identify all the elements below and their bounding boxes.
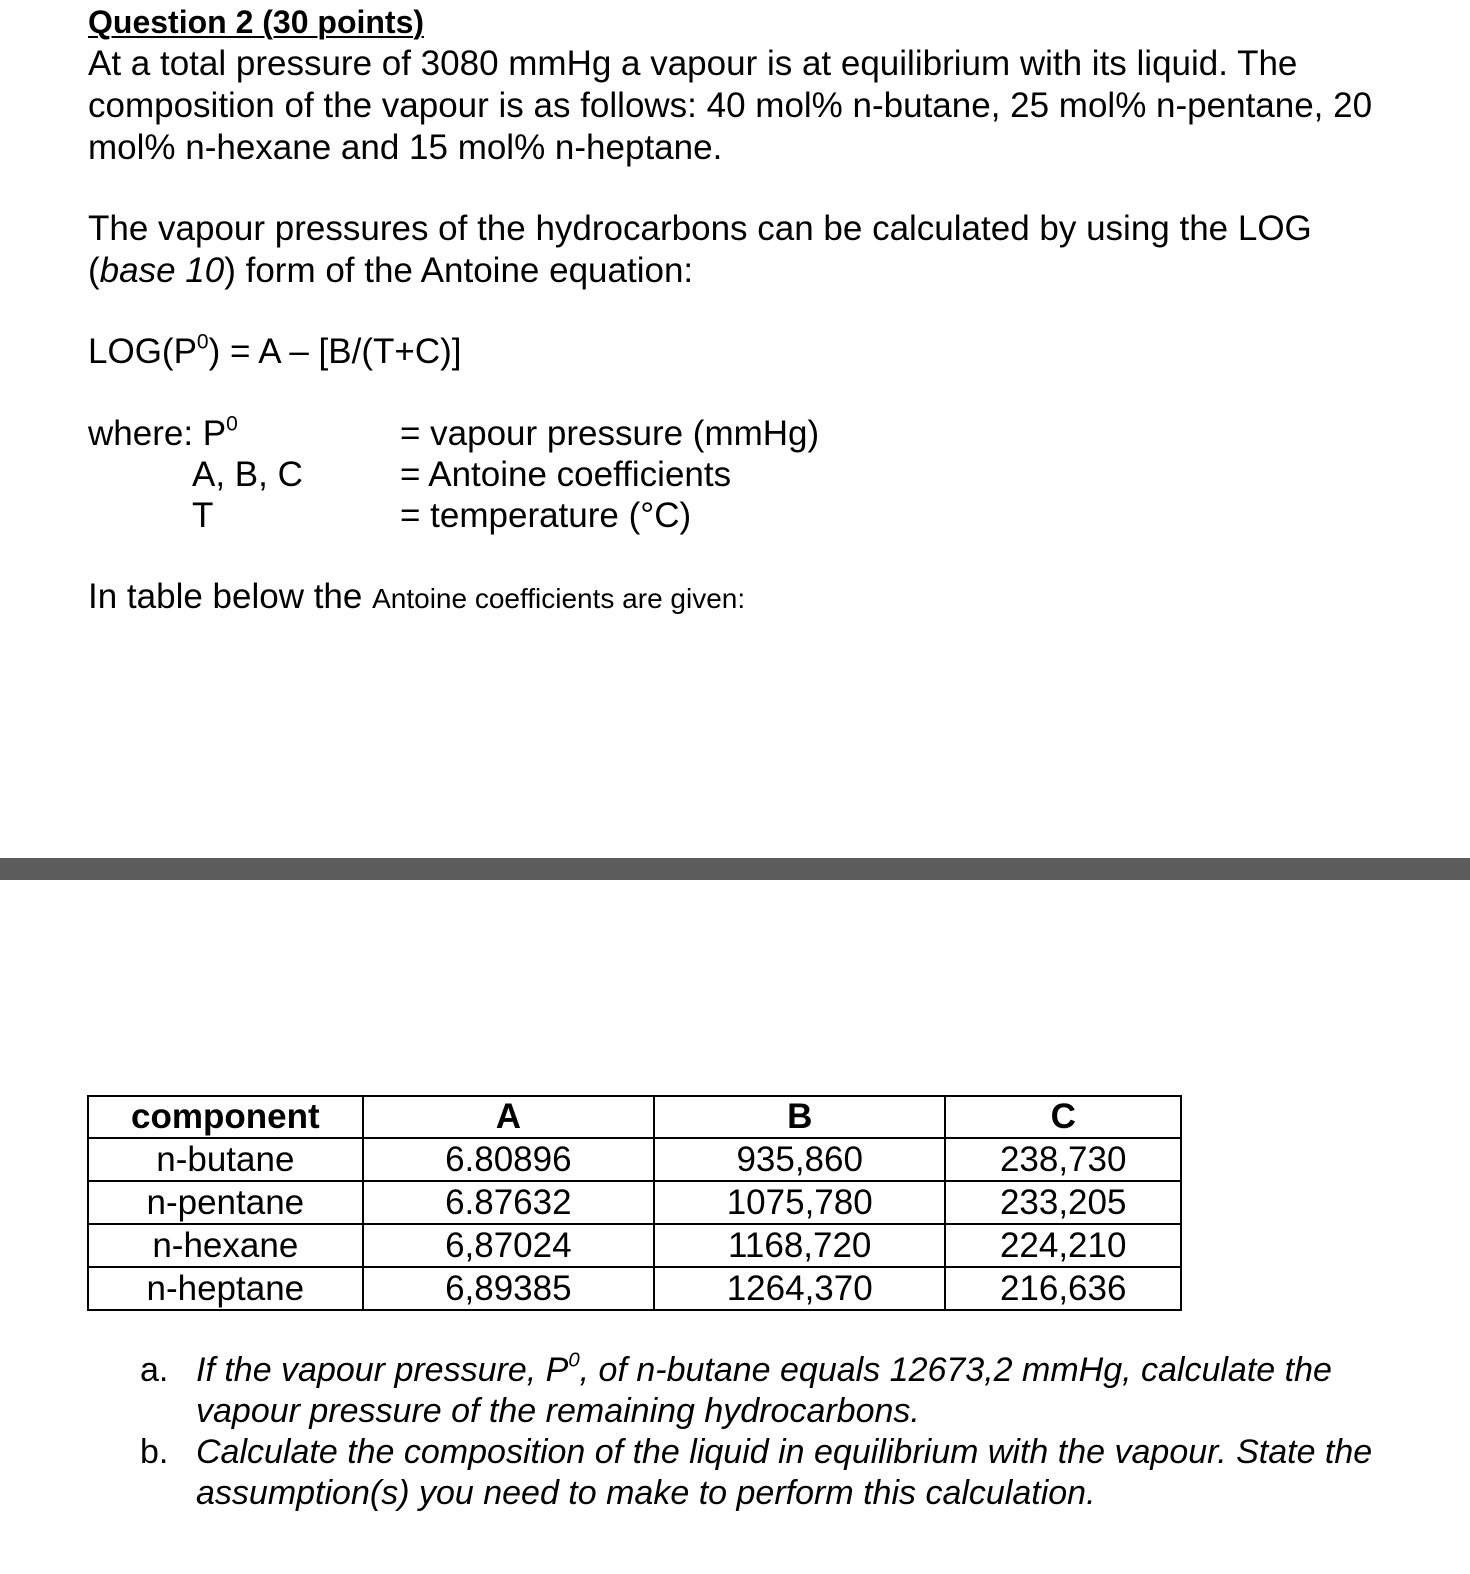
antoine-intro-base: base 10 <box>99 251 225 290</box>
header-b: B <box>654 1096 945 1138</box>
cell-b: 1075,780 <box>654 1181 945 1224</box>
header-component: component <box>88 1096 363 1138</box>
symbol-t: T <box>192 496 214 535</box>
cell-a: 6,87024 <box>363 1224 654 1267</box>
table-row <box>88 1224 1181 1267</box>
cell-c: 238,730 <box>945 1138 1181 1181</box>
cell-component: n-pentane <box>88 1181 363 1224</box>
cell-c: 216,636 <box>945 1267 1181 1310</box>
antoine-equation <box>88 332 461 372</box>
task-a-before: If the vapour pressure, P <box>196 1351 569 1389</box>
cell-a: 6,89385 <box>363 1267 654 1310</box>
cell-b: 935,860 <box>654 1138 945 1181</box>
table-intro <box>88 577 745 617</box>
task-a-sup: 0 <box>568 1349 580 1372</box>
antoine-intro-before: The vapour pressures of the hydrocarbons can be calculated by using the LOG ( <box>88 209 1312 290</box>
intro-paragraph: At a total pressure of 3080 mmHg a vapour is at equilibrium with its liquid. The composition of the vapour is as follows: 40 mol% n-butane, 25 mol% n-pentane, 20 mol% n-hexane and 15 mol% n-heptane. <box>88 44 1373 167</box>
cell-a: 6.87632 <box>363 1181 654 1224</box>
definition-p0: = vapour pressure (mmHg) <box>400 414 820 453</box>
symbol-abc: A, B, C <box>192 455 303 494</box>
task-a <box>140 1350 1400 1432</box>
equation-right: ) = A – [B/(T+C)] <box>208 332 462 371</box>
antoine-intro-paragraph <box>88 208 1388 292</box>
definition-abc: = Antoine coefficients <box>400 455 732 494</box>
where-sup: 0 <box>226 412 238 436</box>
question-title: Question 2 (30 points) <box>88 4 425 40</box>
page-divider <box>0 858 1470 880</box>
table-intro-large: In table below the <box>88 577 373 616</box>
cell-a: 6.80896 <box>363 1138 654 1181</box>
where-label <box>88 413 238 454</box>
cell-component: n-butane <box>88 1138 363 1181</box>
task-b <box>140 1432 1400 1514</box>
table-header-row <box>88 1096 1181 1138</box>
task-b-letter: b. <box>140 1433 169 1471</box>
cell-c: 233,205 <box>945 1181 1181 1224</box>
task-a-text <box>196 1350 1400 1432</box>
table-intro-small: Antoine coefficients are given: <box>372 583 746 614</box>
cell-b: 1168,720 <box>654 1224 945 1267</box>
cell-b: 1264,370 <box>654 1267 945 1310</box>
header-c: C <box>945 1096 1181 1138</box>
equation-left: LOG(P <box>88 332 197 371</box>
cell-component: n-heptane <box>88 1267 363 1310</box>
cell-component: n-hexane <box>88 1224 363 1267</box>
task-a-letter: a. <box>140 1351 169 1389</box>
equation-sup: 0 <box>196 330 209 354</box>
table-row <box>88 1267 1181 1310</box>
task-b-text: Calculate the composition of the liquid in equilibrium with the vapour. State the assumption(s) you need to make to perform this calculation. <box>196 1433 1373 1512</box>
where-text: where: P <box>88 414 227 453</box>
antoine-intro-after: ) form of the Antoine equation: <box>224 251 694 290</box>
table-row <box>88 1138 1181 1181</box>
definition-t: = temperature (°C) <box>400 496 692 535</box>
task-a-after: , of n-butane equals 12673,2 mmHg, calculate the vapour pressure of the remaining hydrocarbons. <box>196 1351 1332 1430</box>
cell-c: 224,210 <box>945 1224 1181 1267</box>
antoine-coefficients-table <box>87 1095 1182 1311</box>
header-a: A <box>363 1096 654 1138</box>
table-row <box>88 1181 1181 1224</box>
